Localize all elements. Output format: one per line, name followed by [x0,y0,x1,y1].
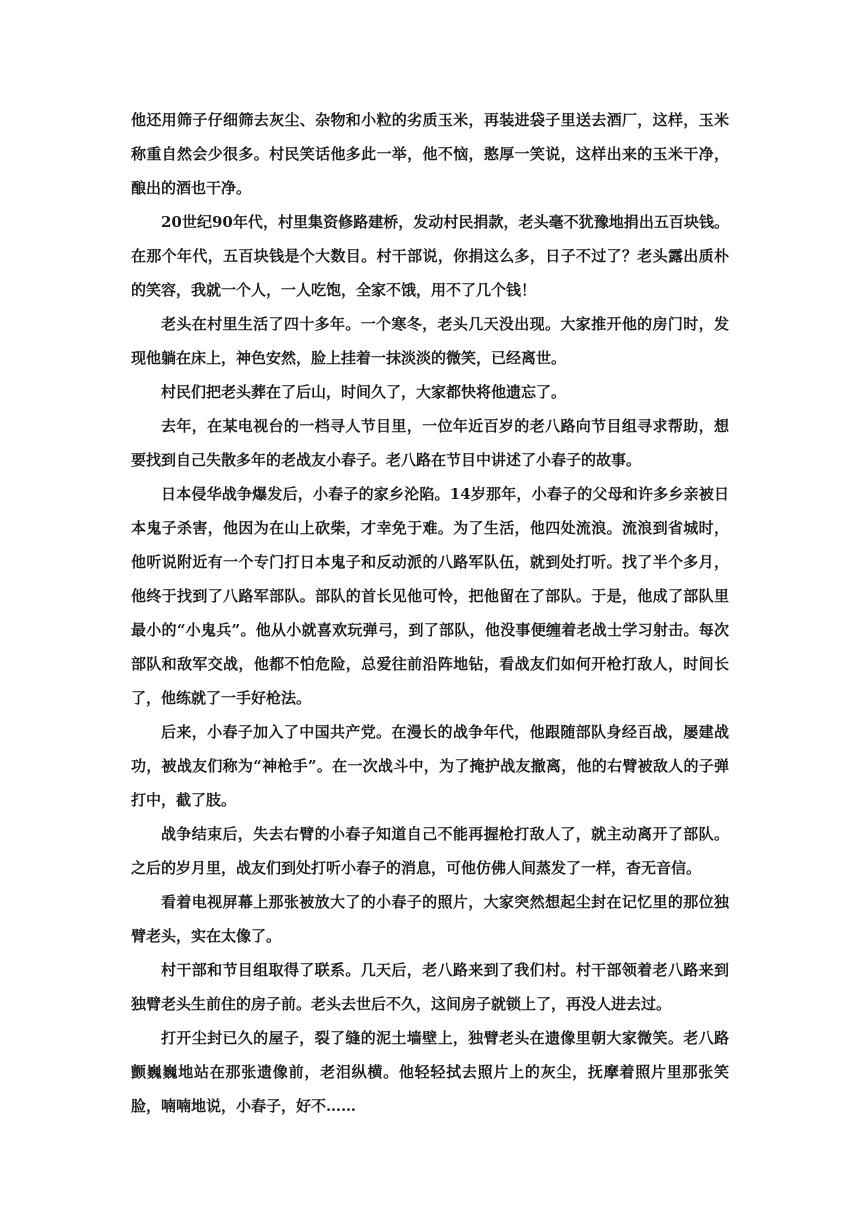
paragraph-7: 后来，小春子加入了中国共产党。在漫长的战争年代，他跟随部队身经百战，屡建战功，被战友们称为“神枪手”。在一次战斗中，为了掩护战友撤离，他的右臂被敌人的子弹打中，截了肢。 [131,723,729,809]
paragraph-10: 村干部和节目组取得了联系。几天后，老八路来到了我们村。村干部领着老八路来到独臂老头生前住的房子前。老头去世后不久，这间房子就锁上了，再没人进去过。 [131,961,729,1013]
paragraph-4: 村民们把老头葬在了后山，时间久了，大家都快将他遗忘了。 [161,383,567,401]
paragraph-8: 战争结束后，失去右臂的小春子知道自己不能再握枪打敌人了，就主动离开了部队。之后的岁月里，战友们到处打听小春子的消息，可他仿佛人间蒸发了一样，杳无音信。 [131,825,729,877]
paragraph-2: 20世纪90年代，村里集资修路建桥，发动村民捐款，老头毫不犹豫地捐出五百块钱。在那个年代，五百块钱是个大数目。村干部说，你捐这么多，日子不过了？老头露出质朴的笑容，我就一个人，一人吃饱，全家不饿，用不了几个钱！ [131,213,729,299]
paragraph-6: 日本侵华战争爆发后，小春子的家乡沦陷。14岁那年，小春子的父母和许多乡亲被日本鬼子杀害，他因为在山上砍柴，才幸免于难。为了生活，他四处流浪。流浪到省城时，他听说附近有一个专门打日本鬼子和反动派的八路军队伍，就到处打听。找了半个多月，他终于找到了八路军部队。部队的首长见他可怜，把他留在了部队。于是，他成了部队里最小的“小鬼兵”。他从小就喜欢玩弹弓，到了部队，他没事便缠着老战士学习射击。每次部队和敌军交战，他都不怕危险，总爱往前沿阵地钻，看战友们如何开枪打敌人，时间长了，他练就了一手好枪法。 [131,485,729,707]
paragraph-9: 看着电视屏幕上那张被放大了的小春子的照片，大家突然想起尘封在记忆里的那位独臂老头，实在太像了。 [131,893,729,945]
paragraph-5: 去年，在某电视台的一档寻人节目里，一位年近百岁的老八路向节目组寻求帮助，想要找到自己失散多年的老战友小春子。老八路在节目中讲述了小春子的故事。 [131,417,729,469]
paragraph-3: 老头在村里生活了四十多年。一个寒冬，老头几天没出现。大家推开他的房门时，发现他躺在床上，神色安然，脸上挂着一抹淡淡的微笑，已经离世。 [131,315,729,367]
paragraph-11: 打开尘封已久的屋子，裂了缝的泥土墙壁上，独臂老头在遗像里朝大家微笑。老八路颤巍巍地站在那张遗像前，老泪纵横。他轻轻拭去照片上的灰尘，抚摩着照片里那张笑脸，喃喃地说，小春子，好不…… [131,1029,729,1115]
paragraph-1: 他还用筛子仔细筛去灰尘、杂物和小粒的劣质玉米，再装进袋子里送去酒厂，这样，玉米称重自然会少很多。村民笑话他多此一举，他不恼，憨厚一笑说，这样出来的玉米干净，酿出的酒也干净。 [131,111,729,197]
document-page [131,103,729,1123]
